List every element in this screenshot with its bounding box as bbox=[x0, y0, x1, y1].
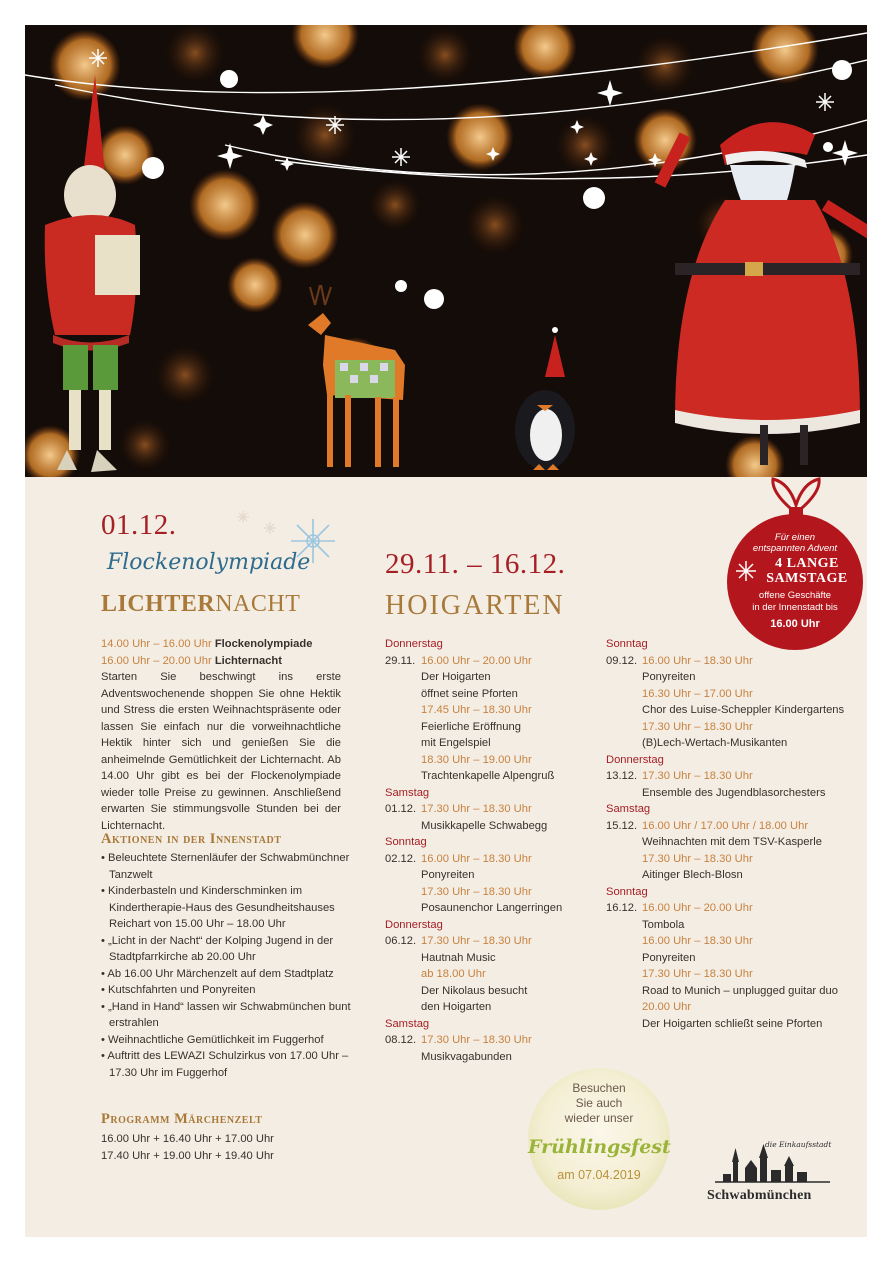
schedule-text: (B)Lech-Wertach-Musikanten bbox=[642, 737, 788, 749]
schedule-time: 16.00 Uhr – 18.30 Uhr bbox=[642, 935, 753, 947]
schedule-text: Tombola bbox=[642, 918, 685, 931]
schedule-text: Feierliche Eröffnung bbox=[421, 720, 521, 733]
schedule-text: Trachtenkapelle Alpengruß bbox=[421, 770, 555, 782]
schedule-date: 29.11. bbox=[385, 654, 416, 667]
schwabmuenchen-logo bbox=[705, 1140, 840, 1212]
ornament-title-line: SAMSTAGE bbox=[766, 571, 848, 586]
schedule-text: öffnet seine Pforten bbox=[421, 687, 518, 700]
event1-time-label: Flockenolympiade bbox=[214, 638, 313, 650]
ornament-title-line: 4 LANGE bbox=[775, 556, 839, 571]
event2-title: HOIGARTEN bbox=[385, 590, 565, 621]
schedule-day: Samstag bbox=[385, 1017, 430, 1030]
ornament-text bbox=[727, 590, 863, 614]
schedule-text: Musikvagabunden bbox=[421, 1050, 512, 1063]
ornament-bow-icon bbox=[761, 473, 831, 517]
schedule-row bbox=[606, 768, 851, 785]
schedule-time: 17.30 Uhr – 18.30 Uhr bbox=[421, 803, 532, 815]
maerchenzelt-heading: Programm Märchenzelt bbox=[101, 1111, 263, 1127]
fruehling-date: am 07.04.2019 bbox=[557, 1168, 641, 1182]
schedule-time: 17.30 Uhr – 18.30 Uhr bbox=[642, 770, 753, 782]
list-item: • „Licht in der Nacht“ der Kolping Jugend in der Stadtpfarrkirche ab 20.00 Uhr bbox=[101, 934, 334, 963]
schedule-left bbox=[385, 636, 595, 1065]
schedule-row bbox=[385, 851, 595, 868]
schedule-text: Der Nikolaus besucht bbox=[421, 984, 528, 997]
event1-time: 14.00 Uhr – 16.00 Uhr bbox=[101, 638, 212, 650]
event1-date: 01.12. bbox=[101, 509, 177, 541]
schedule-date: 01.12. bbox=[385, 803, 417, 815]
ornament-text-line: offene Geschäfte bbox=[758, 590, 832, 601]
schedule-text: Ponyreiten bbox=[421, 869, 475, 881]
maerchenzelt-line: 17.40 Uhr + 19.00 Uhr + 19.40 Uhr bbox=[101, 1149, 274, 1162]
maerchenzelt-times bbox=[101, 1131, 351, 1164]
schedule-text: Ponyreiten bbox=[642, 671, 696, 683]
schedule-day: Samstag bbox=[606, 803, 651, 815]
schedule-date: 08.12. bbox=[385, 1034, 417, 1046]
event1-time-row bbox=[101, 653, 341, 670]
schedule-time: 20.00 Uhr bbox=[642, 1001, 692, 1013]
schedule-day: Donnerstag bbox=[385, 638, 443, 650]
list-item: • Kinderbasteln und Kinderschminken im Kindertherapie-Haus des Gesundheitshauses Reichart von 15.00 Uhr – 18.00 Uhr bbox=[101, 885, 335, 930]
schedule-text: Aitinger Blech-Blosn bbox=[642, 869, 743, 881]
event1-title bbox=[101, 591, 300, 618]
ornament-badge bbox=[727, 514, 863, 650]
schedule-text: Hautnah Music bbox=[421, 951, 496, 964]
ornament-time: 16.00 Uhr bbox=[770, 618, 820, 630]
schedule-text: Weihnachten mit dem TSV-Kasperle bbox=[642, 836, 822, 848]
schedule-time: 17.30 Uhr – 18.30 Uhr bbox=[642, 968, 753, 980]
schedule-time: 17.30 Uhr – 18.30 Uhr bbox=[642, 720, 753, 733]
schedule-text: Musikkapelle Schwabegg bbox=[421, 819, 548, 832]
schedule-time: 16.00 Uhr – 18.30 Uhr bbox=[642, 654, 753, 667]
list-item: • Ab 16.00 Uhr Märchenzelt auf dem Stadtplatz bbox=[101, 967, 334, 980]
schedule-day: Donnerstag bbox=[385, 918, 443, 931]
hero-illustration bbox=[25, 25, 867, 477]
list-item: • Beleuchtete Sternenläufer der Schwabmünchner Tanzwelt bbox=[101, 852, 350, 881]
schedule-date: 06.12. bbox=[385, 935, 417, 947]
schedule-date: 02.12. bbox=[385, 852, 417, 865]
schedule-time: 16.00 Uhr – 20.00 Uhr bbox=[421, 654, 532, 667]
schedule-date: 09.12. bbox=[606, 654, 638, 667]
schedule-date: 16.12. bbox=[606, 902, 638, 914]
schedule-time: 17.30 Uhr – 18.30 Uhr bbox=[421, 935, 532, 947]
event1-time-label: Lichternacht bbox=[214, 654, 282, 667]
fruehling-intro bbox=[528, 1081, 670, 1126]
event1-title-part2: NACHT bbox=[215, 591, 301, 617]
event1-time-row bbox=[101, 636, 341, 653]
schedule-time: 17.30 Uhr – 18.30 Uhr bbox=[421, 1034, 532, 1046]
schedule-right bbox=[606, 636, 851, 1032]
schedule-text: Posaunenchor Langerringen bbox=[421, 902, 563, 914]
schedule-text: Ensemble des Jugendblasorchesters bbox=[642, 786, 826, 799]
schedule-row bbox=[385, 801, 595, 818]
schedule-text: Ponyreiten bbox=[642, 951, 696, 964]
event1-description: Starten Sie beschwingt ins erste Adventswochenende shoppen Sie ohne Hektik und Stress die ersten Weihnachtspräsente oder lassen Sie einfach nur die vorweihnachtliche Hektik hinter sich und genießen Sie die anheimelnde Gemütlichkeit der Lichternacht. Ab 14.00 Uhr gibt es bei der Flockenolympiade wieder tolle Preise zu gewinnen. Anschließend erwarten Sie stimmungsvolle Stunden bei der Lichternacht. bbox=[101, 671, 341, 832]
schedule-time: 16.30 Uhr – 17.00 Uhr bbox=[642, 687, 753, 700]
schedule-time: 18.30 Uhr – 19.00 Uhr bbox=[421, 753, 532, 766]
schedule-text: den Hoigarten bbox=[421, 1001, 492, 1013]
list-item: • Weihnachtliche Gemütlichkeit im Fuggerhof bbox=[101, 1033, 324, 1046]
schedule-text: Der Hoigarten schließt seine Pforten bbox=[642, 1017, 823, 1030]
schedule-row bbox=[385, 1032, 595, 1049]
schedule-day: Samstag bbox=[385, 786, 430, 799]
schedule-day: Sonntag bbox=[385, 836, 427, 848]
poster bbox=[25, 25, 867, 1237]
schedule-time: 17.30 Uhr – 18.30 Uhr bbox=[421, 885, 532, 898]
logo-tagline: die Einkaufsstadt bbox=[765, 1140, 832, 1149]
schedule-time: ab 18.00 Uhr bbox=[421, 968, 486, 980]
schedule-text: Der Hoigarten bbox=[421, 671, 491, 683]
ornament-intro bbox=[727, 532, 863, 554]
maerchenzelt-line: 16.00 Uhr + 16.40 Uhr + 17.00 Uhr bbox=[101, 1133, 274, 1145]
fruehlingsfest-badge bbox=[528, 1068, 670, 1210]
fruehling-line: wieder unser bbox=[564, 1111, 634, 1125]
schedule-time: 17.45 Uhr – 18.30 Uhr bbox=[421, 704, 532, 716]
aktionen-list bbox=[101, 850, 351, 1081]
fruehling-line: Besuchen bbox=[572, 1081, 626, 1095]
schedule-text: Road to Munich – unplugged guitar duo bbox=[642, 984, 838, 997]
schedule-time: 16.00 Uhr – 18.30 Uhr bbox=[421, 852, 532, 865]
schedule-row bbox=[385, 653, 595, 670]
logo-name: Schwabmünchen bbox=[707, 1188, 812, 1203]
schedule-row bbox=[385, 933, 595, 950]
list-item: • „Hand in Hand“ lassen wir Schwabmünchen bunt erstrahlen bbox=[101, 1000, 351, 1029]
aktionen-heading: Aktionen in der Innenstadt bbox=[101, 831, 282, 847]
schedule-day: Sonntag bbox=[606, 885, 648, 898]
ornament-title bbox=[755, 556, 859, 586]
ornament-text-line: in der Innenstadt bis bbox=[752, 602, 838, 613]
event1-subtitle: Flockenolympiade bbox=[107, 550, 311, 575]
schedule-day: Sonntag bbox=[606, 638, 648, 650]
event1-title-part1: LICHTER bbox=[101, 591, 216, 617]
event2-date: 29.11. – 16.12. bbox=[385, 548, 566, 580]
schedule-time: 16.00 Uhr / 17.00 Uhr / 18.00 Uhr bbox=[642, 819, 809, 832]
ornament-line: Für einen bbox=[774, 532, 816, 543]
event1-times bbox=[101, 636, 341, 669]
schedule-text: mit Engelspiel bbox=[421, 737, 491, 749]
list-item: • Kutschfahrten und Ponyreiten bbox=[101, 984, 256, 996]
fruehling-title: Frühlingsfest bbox=[528, 1136, 671, 1158]
schedule-row bbox=[606, 900, 851, 917]
event1-time: 16.00 Uhr – 20.00 Uhr bbox=[101, 654, 212, 667]
schedule-date: 13.12. bbox=[606, 770, 638, 782]
schedule-time: 17.30 Uhr – 18.30 Uhr bbox=[642, 852, 753, 865]
schedule-date: 15.12. bbox=[606, 819, 638, 832]
ornament-line: entspannten Advent bbox=[752, 543, 838, 554]
schedule-time: 16.00 Uhr – 20.00 Uhr bbox=[642, 902, 753, 914]
schedule-row bbox=[606, 653, 851, 670]
schedule-row bbox=[606, 818, 851, 835]
fruehling-line: Sie auch bbox=[575, 1096, 623, 1110]
schedule-text: Chor des Luise-Scheppler Kindergartens bbox=[642, 704, 845, 716]
list-item: • Auftritt des LEWAZI Schulzirkus von 17.00 Uhr – 17.30 Uhr im Fuggerhof bbox=[101, 1050, 349, 1079]
christmas-scene-illustration bbox=[25, 25, 867, 477]
schedule-day: Donnerstag bbox=[606, 753, 664, 766]
